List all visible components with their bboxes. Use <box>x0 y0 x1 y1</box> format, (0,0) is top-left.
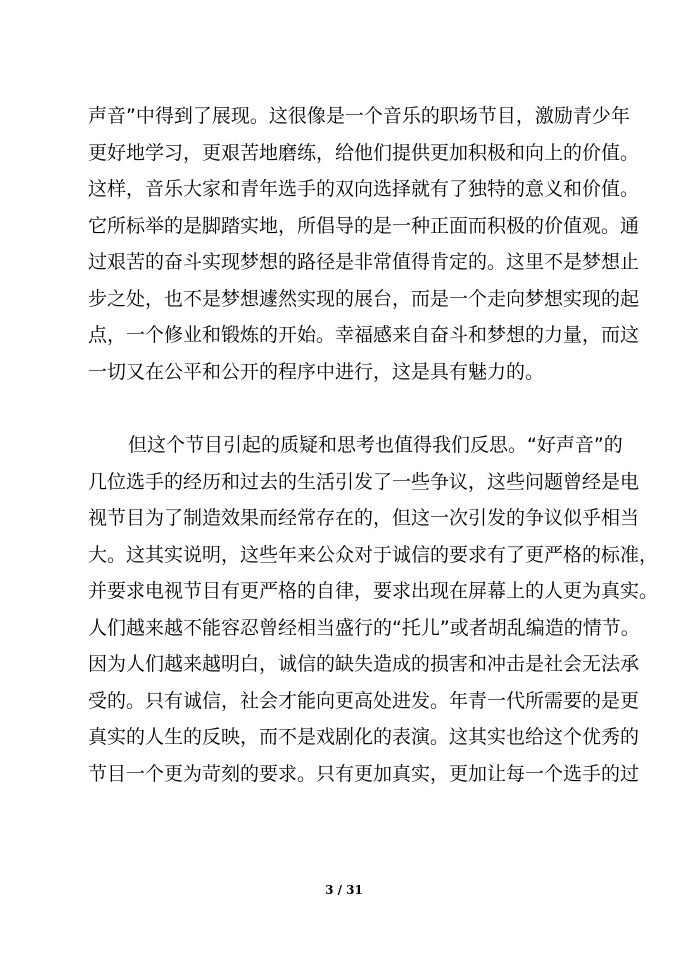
paragraph-line: 大。这其实说明，这些年来公众对于诚信的要求有了更严格的标准， <box>88 543 659 566</box>
paragraph-line: 一切又在公平和公开的程序中进行，这是具有魅力的。 <box>88 360 545 383</box>
paragraph-line: 节目一个更为苛刻的要求。只有更加真实，更加让每一个选手的过 <box>88 762 640 785</box>
paragraph-line: 步之处，也不是梦想遽然实现的展台，而是一个走向梦想实现的起 <box>88 287 640 310</box>
paragraph-2 <box>88 427 659 792</box>
paragraph-1 <box>88 98 640 390</box>
paragraph-line: 它所标举的是脚踏实地，所倡导的是一种正面而积极的价值观。通 <box>88 214 640 237</box>
paragraph-line: 但这个节目引起的质疑和思考也值得我们反思。“好声音”的 <box>128 434 623 456</box>
paragraph-line: 点，一个修业和锻炼的开始。幸福感来自奋斗和梦想的力量，而这 <box>88 324 640 346</box>
paragraph-line: 过艰苦的奋斗实现梦想的路径是非常值得肯定的。这里不是梦想止 <box>88 251 640 273</box>
paragraph-line: 声音”中得到了展现。这很像是一个音乐的职场节目，激励青少年 <box>88 105 630 127</box>
paragraph-line: 更好地学习，更艰苦地磨练，给他们提供更加积极和向上的价值。 <box>88 141 640 164</box>
paragraph-line: 受的。只有诚信，社会才能向更高处进发。年青一代所需要的是更 <box>88 689 640 712</box>
paragraph-line: 几位选手的经历和过去的生活引发了一些争议，这些问题曾经是电 <box>88 470 640 493</box>
paragraph-line: 视节目为了制造效果而经常存在的，但这一次引发的争议似乎相当 <box>88 507 640 529</box>
paragraph-line: 并要求电视节目有更严格的自律，要求出现在屏幕上的人更为真实。 <box>88 580 659 602</box>
page-number: 3 / 31 <box>325 883 363 897</box>
paragraph-line: 真实的人生的反映，而不是戏剧化的表演。这其实也给这个优秀的 <box>88 726 640 748</box>
paragraph-line: 人们越来越不能容忍曾经相当盛行的“托儿”或者胡乱编造的情节。 <box>88 616 640 639</box>
paragraph-line: 因为人们越来越明白，诚信的缺失造成的损害和冲击是社会无法承 <box>88 653 640 675</box>
paragraph-line: 这样，音乐大家和青年选手的双向选择就有了独特的意义和价值。 <box>88 178 640 200</box>
